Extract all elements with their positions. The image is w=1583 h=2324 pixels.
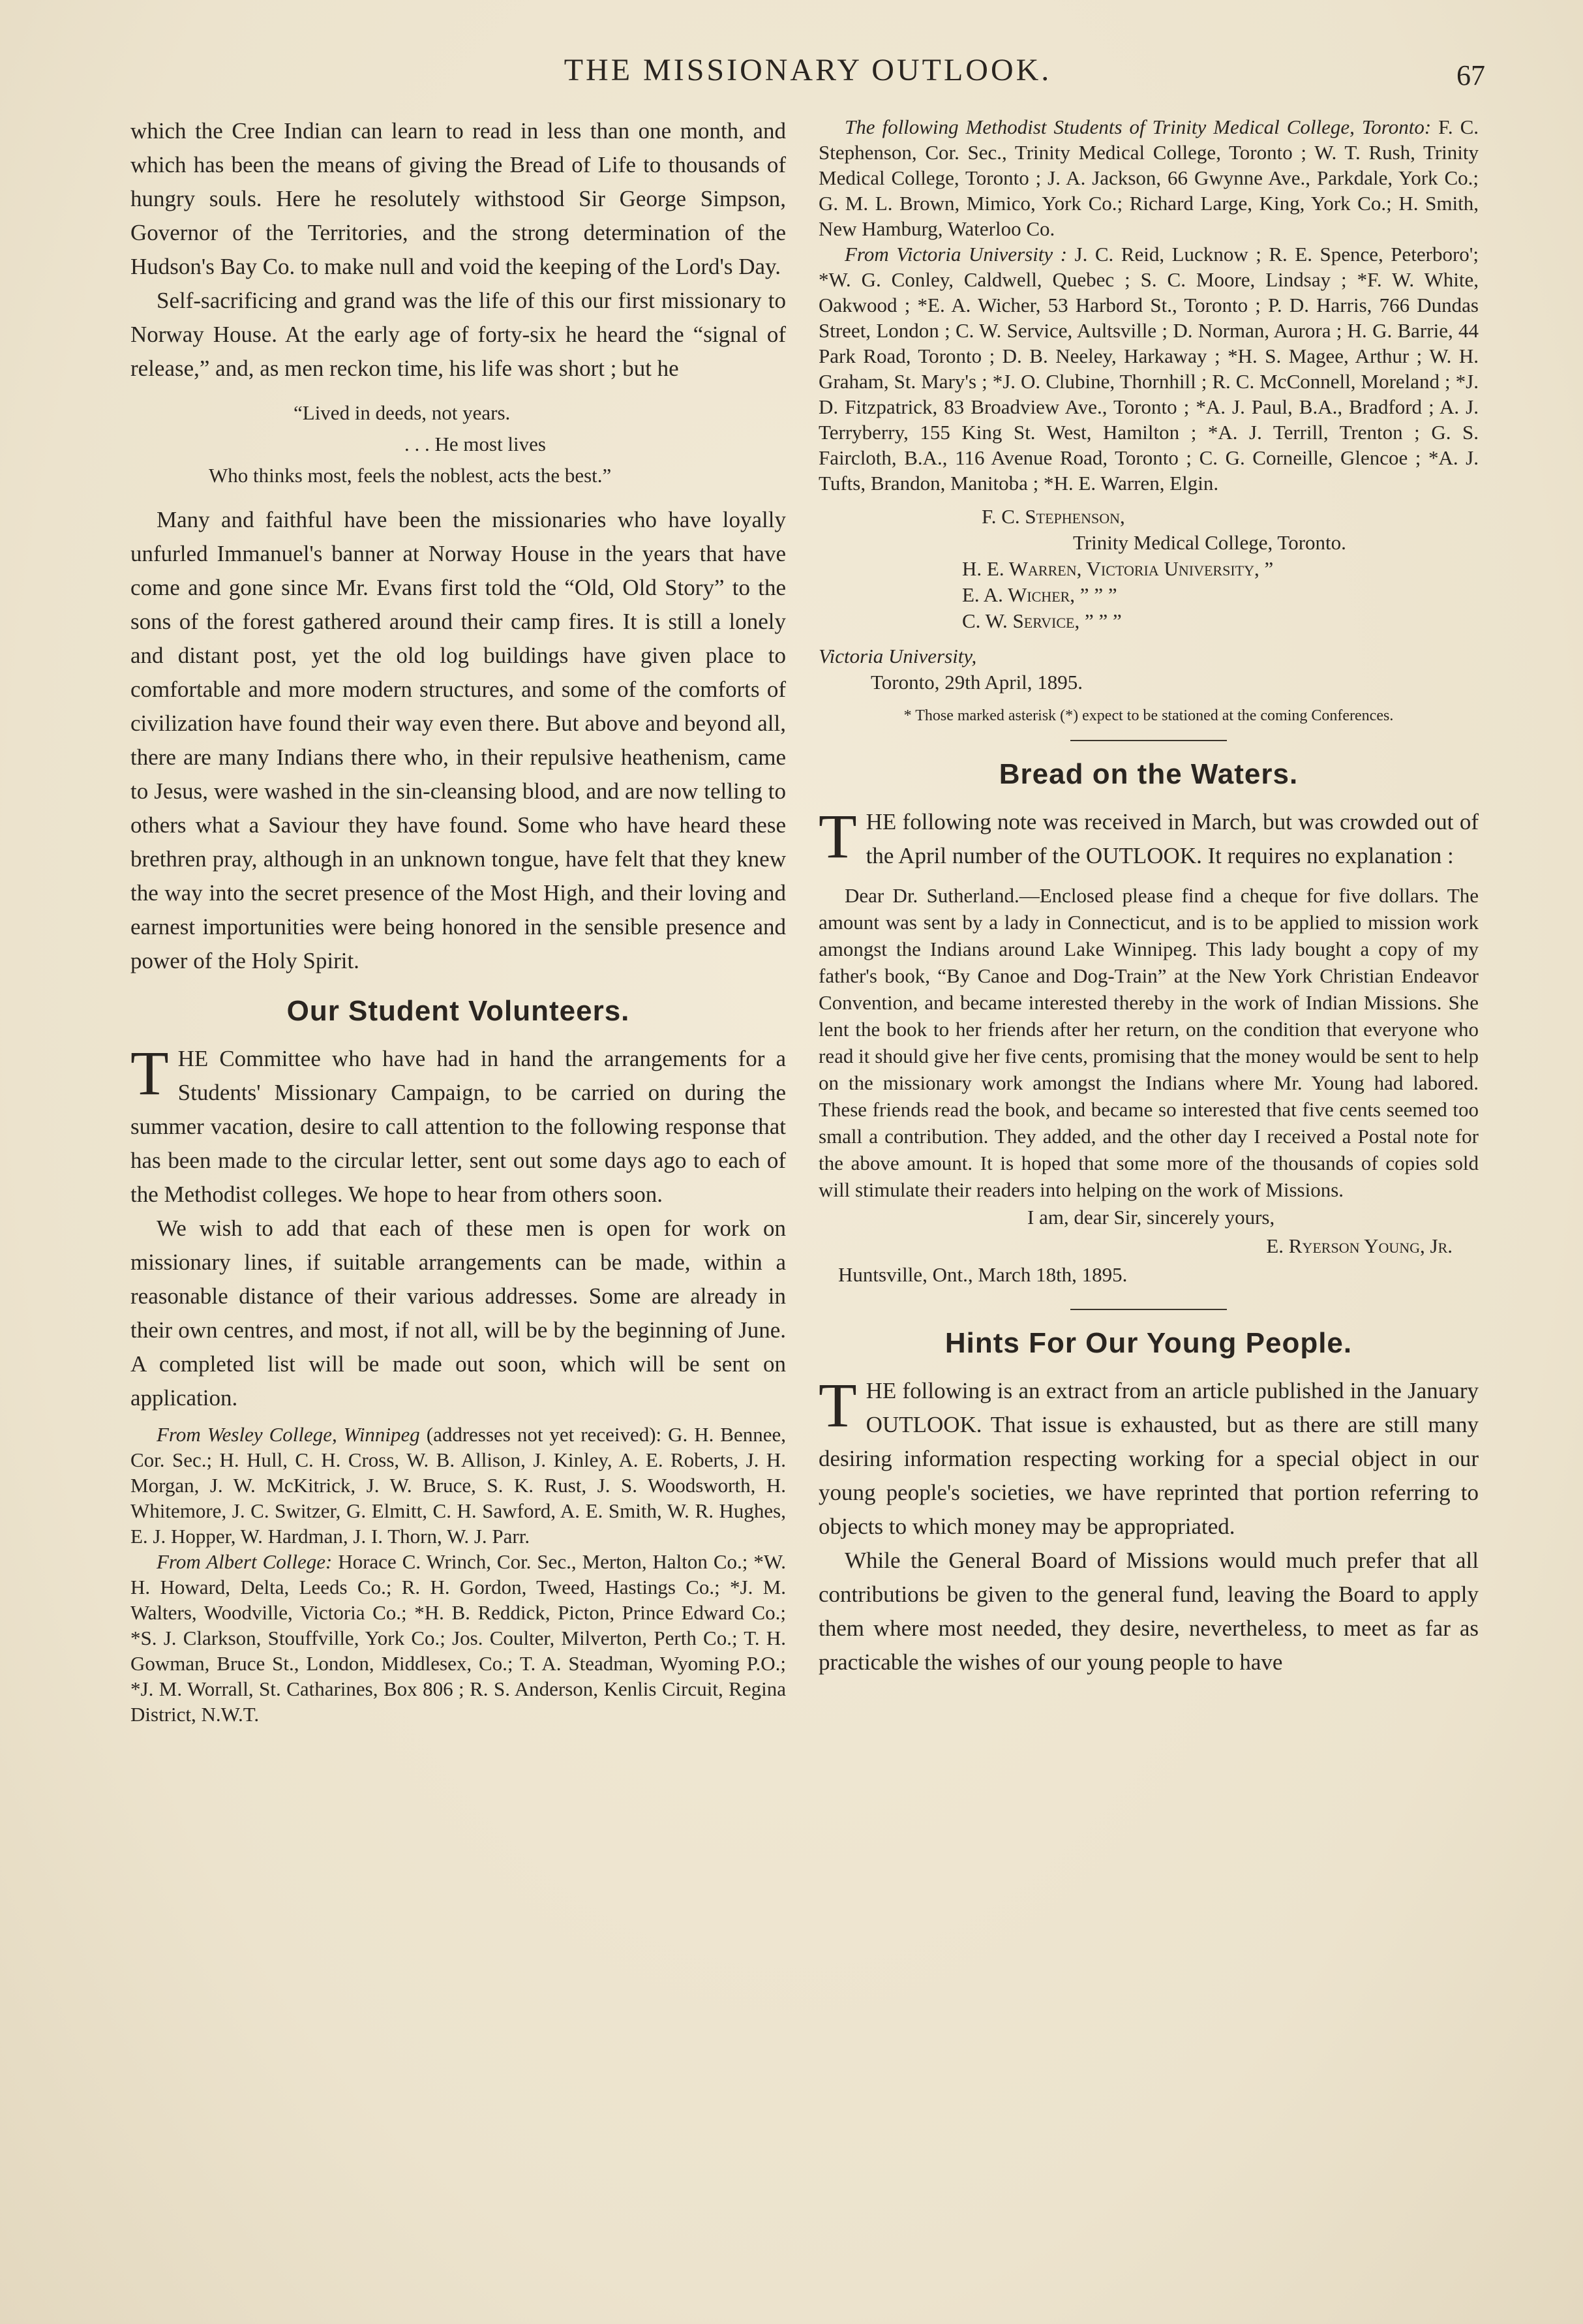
list-text: F. C. Stephenson, Cor. Sec., Trinity Medical College, Toronto ; W. T. Rush, Trinity Medical College, Toronto ; J. A. Jackson, 66 Gwynne Ave., Parkdale, York Co.; G. M. L. Brown, Mimico, York Co.; Richard Large, King, York Co.; H. Smith, New Hamburg, Waterloo Co.: [819, 115, 1479, 240]
paragraph-text: HE Committee who have had in hand the arrangements for a Students' Missionary Campaign, to be carried on during the summer vacation, desire to call attention to the following response that has been made to the circular letter, sent out some days ago to each of the Methodist colleges. We hope to hear from others soon.: [130, 1046, 786, 1207]
college-list: [819, 114, 1479, 241]
section-title: Bread on the Waters.: [999, 758, 1299, 790]
list-text: (addresses not yet received): G. H. Bennee, Cor. Sec.; H. Hull, C. H. Cross, W. B. Allison, J. Kinley, A. E. Roberts, J. H. Morgan, J. W. McKitrick, J. W. Bruce, S. K. Rust, J. S. Woodsworth, H. Whitemore, J. C. Switzer, G. Elmitt, C. H. Sawford, A. E. Smith, W. R. Hughes, E. J. Hopper, W. Hardman, J. I. Thorn, W. J. Parr.: [130, 1423, 786, 1548]
paragraph: While the General Board of Missions would much prefer that all contributions be given to the general fund, leaving the Board to apply them where most needed, they desire, nevertheless, to meet as far as practicable the wishes of our young people to have: [819, 1548, 1479, 1675]
letter-signer: E. Ryerson Young, Jr.: [1266, 1234, 1453, 1257]
footnote: * Those marked asterisk (*) expect to be stationed at the coming Conferences.: [903, 707, 1394, 724]
paragraph-text: HE following is an extract from an article published in the January OUTLOOK. That issue is exhausted, but as there are still many desiring information respecting working for a special object in our young people's societies, we have reprinted that portion referring to objects to which money may be appropriated.: [819, 1378, 1479, 1539]
drop-cap: T: [819, 801, 857, 871]
paragraph: [819, 801, 1479, 873]
college-list: [130, 1422, 786, 1549]
paragraph: We wish to add that each of these men is open for work on missionary lines, if suitable arrangements can be made, within a reasonable distance of their various addresses. Some are already in their own centres, and most, if not all, will be by the beginning of June. A completed list will be made out soon, which will be sent on application.: [130, 1216, 786, 1411]
date-line: Toronto, 29th April, 1895.: [871, 671, 1083, 694]
list-lead: From Victoria University :: [845, 243, 1068, 266]
section-divider: [1070, 740, 1227, 741]
signature-line: C. W. Service, ” ” ”: [962, 609, 1122, 632]
paragraph-text: HE following note was received in March, but was crowded out of the April number of the OUTLOOK. It requires no explanation :: [866, 809, 1479, 868]
drop-cap: T: [130, 1038, 169, 1108]
signature-block: [819, 504, 1479, 634]
poem-line: Who thinks most, feels the noblest, acts the best.”: [209, 464, 612, 487]
letter-body: Dear Dr. Sutherland.—Enclosed please find a cheque for five dollars. The amount was sent by a lady in Connecticut, and is to be applied to mission work amongst the Indians around Lake Winnipeg. This lady bought a copy of my father's book, “By Canoe and Dog-Train” at the New York Christian Endeavor Convention, and became interested thereby in the work of Indian Missions. She lent the book to her friends after her return, on the condition that everyone who read it should give her five cents, promising that the money would be sent to help on the missionary work amongst the Indians where Mr. Young had labored. These friends read the book, and became so interested that five cents seemed too small a contribution. They added, and the other day I received a Postal note for the above amount. It is hoped that some more of the thousands of copies sold will stimulate their readers into helping on the work of Missions.: [819, 884, 1479, 1201]
list-lead: From Wesley College, Winnipeg: [157, 1423, 420, 1446]
poem-line: . . . He most lives: [404, 433, 546, 455]
page-header: [130, 46, 1485, 98]
right-column: [819, 114, 1479, 1679]
list-lead: From Albert College:: [157, 1550, 333, 1573]
list-lead: The following Methodist Students of Trinity Medical College, Toronto:: [845, 115, 1432, 138]
list-text: Horace C. Wrinch, Cor. Sec., Merton, Halton Co.; *W. H. Howard, Delta, Leeds Co.; R. H. Gordon, Tweed, Hastings Co.; *J. M. Walters, Woodville, Victoria Co.; *H. B. Reddick, Picton, Prince Edward Co.; *S. J. Clarkson, Stouffville, York Co.; Jos. Coulter, Milverton, Perth Co.; T. H. Gowman, Bruce St., London, Middlesex, Co.; T. A. Steadman, Wyoming P.O.; *J. M. Worrall, St. Catharines, Box 806 ; R. S. Anderson, Kenlis Circuit, Regina District, N.W.T.: [130, 1550, 786, 1726]
poem-quote: [130, 397, 786, 491]
dateline-block: [819, 643, 1479, 696]
drop-cap: T: [819, 1370, 857, 1440]
letter-dateline: Huntsville, Ont., March 18th, 1895.: [838, 1263, 1128, 1286]
poem-line: “Lived in deeds, not years.: [294, 401, 511, 424]
paragraph: which the Cree Indian can learn to read in less than one month, and which has been the means of giving the Bread of Life to thousands of hungry souls. Here he resolutely withstood Sir George Simpson, Governor of the Territories, and the strong determination of the Hudson's Bay Co. to make null and void the keeping of the Lord's Day.: [130, 118, 786, 279]
signature-line: E. A. Wicher, ” ” ”: [962, 583, 1117, 606]
section-title: Hints For Our Young People.: [944, 1327, 1353, 1359]
running-head: THE MISSIONARY OUTLOOK.: [564, 53, 1052, 87]
signature-line: F. C. Stephenson,: [982, 505, 1125, 528]
place-line: Victoria University,: [819, 645, 977, 667]
signature-line: H. E. Warren, Victoria University, ”: [962, 557, 1274, 580]
left-column: [130, 114, 786, 1727]
letter-closing: I am, dear Sir, sincerely yours,: [1027, 1206, 1275, 1229]
signature-line: Trinity Medical College, Toronto.: [1073, 531, 1346, 554]
college-list: [130, 1549, 786, 1727]
paragraph: Many and faithful have been the missionaries who have loyally unfurled Immanuel's banner at Norway House in the years that have come and gone since Mr. Evans first told the “Old, Old Story” to the sons of the forest gathered around their camp fires. It is still a lonely and distant post, yet the old log buildings have given place to comfortable and more modern structures, and some of the comforts of civilization have found their way even there. But above and beyond all, there are many Indians there who, in their repulsive heathenism, came to Jesus, were washed in the sin-cleansing blood, and are now telling to others what a Saviour they have found. Some who have heard these brethren pray, although in an unknown tongue, have felt that they knew the way into the secret presence of the Most High, and their loving and earnest importunities were being honored in the sensible presence and power of the Holy Spirit.: [130, 507, 786, 973]
college-list: [819, 241, 1479, 496]
section-title: Our Student Volunteers.: [286, 995, 630, 1027]
section-divider: [1070, 1309, 1227, 1310]
paragraph: Self-sacrificing and grand was the life of this our first missionary to Norway House. At the early age of forty-six he heard the “signal of release,” and, as men reckon time, his life was short ; but he: [130, 288, 786, 381]
paragraph: [130, 1038, 786, 1212]
list-text: J. C. Reid, Lucknow ; R. E. Spence, Peterboro'; *W. G. Conley, Caldwell, Quebec ; S. C. Moore, Lindsay ; *F. W. White, Oakwood ; *E. A. Wicher, 53 Harbord St., Toronto ; P. D. Harris, 766 Dundas Street, London ; C. W. Service, Aultsville ; D. Norman, Aurora ; H. G. Barrie, 44 Park Road, Toronto ; D. B. Neeley, Harkaway ; *H. S. Magee, Arthur ; W. H. Graham, St. Mary's ; *J. O. Clubine, Thornhill ; R. C. McConnell, Moreland ; *J. D. Fitzpatrick, 83 Broadview Ave., Toronto ; *A. J. Paul, B.A., Bradford ; A. J. Terryberry, 155 King St. West, Hamilton ; *A. J. Terrill, Trenton ; G. S. Faircloth, B.A., 116 Avenue Road, Toronto ; C. G. Corneille, Glencoe ; *A. J. Tufts, Brandon, Manitoba ; *H. E. Warren, Elgin.: [819, 243, 1479, 495]
page-number: 67: [1456, 59, 1485, 91]
paragraph: [819, 1370, 1479, 1544]
